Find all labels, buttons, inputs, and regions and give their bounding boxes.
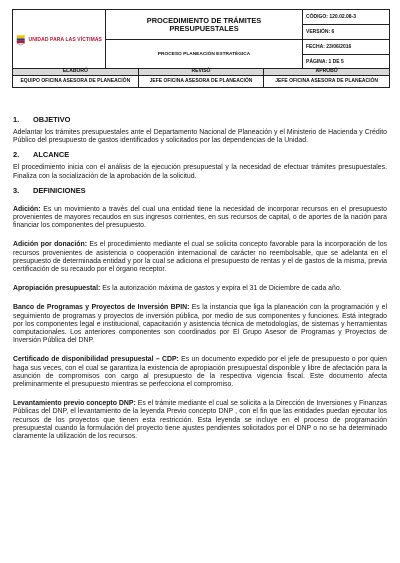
definition-item: Banco de Programas y Proyectos de Inversión BPIN: Es la instancia que liga la planeación con la programación y el seguimiento de programas y proyectos de inversión pública, por medio de sus componentes y funciones. Está integrado por los componentes legal e institucional, capacitación y asistencia técnica de metodologías, de sistemas y herramientas computacionales. Los anteriores componentes son coordinados por El Grupo Asesor de Programas y Proyectos de Inversión Pública del DNP. xyxy=(13,304,387,345)
unidad-victimas-logo xyxy=(16,33,102,47)
reviso-label: REVISÓ xyxy=(138,69,264,76)
approval-table xyxy=(12,68,390,88)
logo-cell xyxy=(13,10,106,70)
elaboro-value: EQUIPO OFICINA ASESORA DE PLANEACIÓN xyxy=(13,76,139,88)
page-number: PÁGINA: 1 DE 5 xyxy=(303,55,390,70)
process-name: PROCESO PLANEACIÓN ESTRATÉGICA xyxy=(106,40,303,70)
reviso-value: JEFE OFICINA ASESORA DE PLANEACIÓN xyxy=(138,76,264,88)
alcance-text: El procedimiento inicia con el análisis de la ejecución presupuestal y la necesidad de efectuar trámites presupuestales. Finaliza con la socialización de la aprobación de la solicitud. xyxy=(13,164,387,180)
document-header xyxy=(12,9,390,70)
document-version: VERSIÓN: 6 xyxy=(303,25,390,40)
aprobo-value: JEFE OFICINA ASESORA DE PLANEACIÓN xyxy=(264,76,390,88)
section-heading-objetivo: 1. OBJETIVO xyxy=(13,115,71,124)
section-heading-alcance: 2. ALCANCE xyxy=(13,150,70,160)
definition-item: Apropiación presupuestal: Es la autorización máxima de gastos y expira el 31 de Diciembre de cada año. xyxy=(13,285,342,293)
document-body xyxy=(13,115,387,441)
definition-item: Adición: Es un movimiento a través del cual una entidad tiene la necesidad de incorporar recursos en el presupuesto provenientes de mayores recaudos en sus ingresos corrientes, en sus recursos de capital, o de aportes de la nación para financiar los componentes del presupuesto. xyxy=(13,205,387,230)
colombia-crest-icon xyxy=(16,33,25,47)
logo-text: UNIDAD PARA LAS VÍCTIMAS xyxy=(28,36,102,43)
document-title: PROCEDIMIENTO DE TRÁMITES PRESUPUESTALES xyxy=(106,10,303,40)
definition-item: Adición por donación: Es el procedimiento mediante el cual se solicita concepto favorable para la incorporación de los recursos provenientes de asistencia o cooperación internacional de carácter no reembolsable, que se adelanta en el presupuesto de determinada entidad y por la cual se adiciona el presupuesto de rentas y el de gastos de la misma, previa certificación de su recaudo por el órgano receptor. xyxy=(13,241,387,274)
definition-item: Certificado de disponibilidad presupuestal – CDP: Es un documento expedido por el jefe de presupuesto o por quien haga sus veces, con el cual se garantiza la existencia de apropiación presupuestal disponible y libre de afectación para la asunción de compromisos con cargo al presupuesto de la respectiva vigencia fiscal. Este documento afecta preliminarmente el presupuesto mientras se perfecciona el compromiso. xyxy=(13,356,387,389)
section-heading-definiciones: 3. DEFINICIONES xyxy=(13,185,86,195)
aprobo-label: APROBÓ xyxy=(264,69,390,76)
elaboro-label: ELABORÓ xyxy=(13,69,139,76)
document-code: CÓDIGO: 120.02.08-3 xyxy=(303,10,390,25)
objetivo-text: Adelantar los trámites presupuestales ante el Departamento Nacional de Planeación y el Ministerio de Hacienda y Crédito Público del presupuesto de gastos identificados y solicitados por las dependencias de la Unidad. xyxy=(13,129,387,145)
document-date: FECHA: 23/06/2016 xyxy=(303,40,390,55)
definition-item: Levantamiento previo concepto DNP: Es el trámite mediante el cual se solicita a la Dirección de Inversiones y Finanzas Públicas del DNP, el levantamiento de la leyenda Previo concepto DNP , con el fin que las entidades puedan ejecutar los recursos de los proyectos que tienen esta restricción. Esta leyenda se incluye en el proceso de programación presupuestal cuando la formulación del proyecto tiene ajustes pendientes solicitados por el DNP o no se ha determinado claramente la utilización de los recursos. xyxy=(13,400,387,441)
